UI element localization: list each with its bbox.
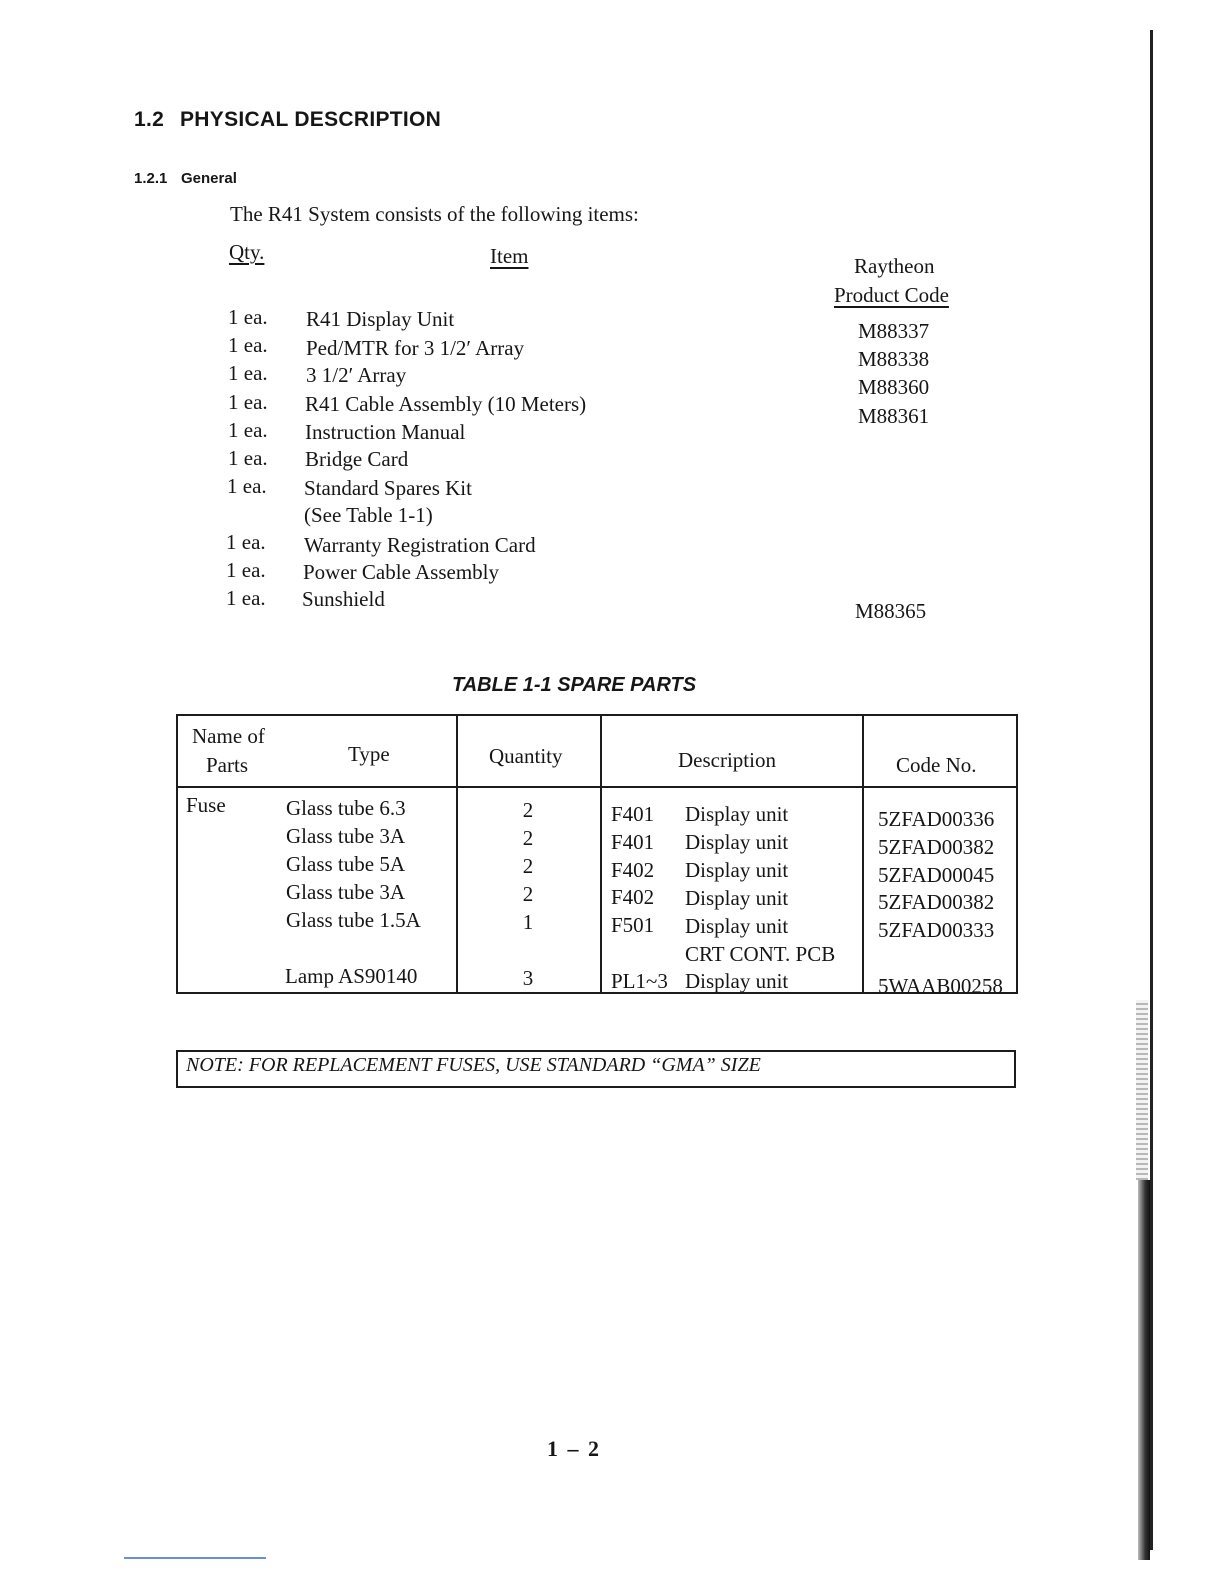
item-qty: 1 ea. [228, 418, 268, 442]
col-header-name: Name of [192, 724, 265, 748]
part-quantity: 2 [522, 882, 534, 906]
part-code: 5ZFAD00045 [878, 863, 995, 887]
col-header-type: Type [348, 742, 390, 766]
item-qty: 1 ea. [228, 333, 268, 357]
item-qty: 1 ea. [228, 305, 268, 329]
part-ref: PL1~3 [611, 969, 668, 993]
table-caption: TABLE 1-1 SPARE PARTS [452, 674, 697, 696]
item-name: Instruction Manual [305, 420, 466, 444]
section-title: PHYSICAL DESCRIPTION [180, 108, 442, 131]
part-type: Glass tube 6.3 [286, 796, 406, 820]
part-code: 5WAAB00258 [878, 974, 1003, 998]
part-code: 5ZFAD00382 [878, 890, 995, 914]
subsection-number: 1.2.1 [134, 170, 168, 187]
product-code: M88361 [858, 404, 930, 428]
part-quantity: 2 [522, 826, 534, 850]
part-ref: F402 [611, 885, 655, 909]
item-name: Sunshield [302, 587, 385, 611]
item-name: Warranty Registration Card [304, 533, 536, 557]
part-group-name: Fuse [186, 793, 226, 817]
item-qty: 1 ea. [226, 530, 266, 554]
table-border-left [176, 714, 178, 994]
code-header-line1: Raytheon [854, 254, 935, 278]
part-code: 5ZFAD00336 [878, 807, 995, 831]
item-header: Item [490, 244, 529, 268]
section-number: 1.2 [134, 108, 165, 131]
table-col-divider [600, 714, 602, 994]
item-name: Standard Spares Kit [304, 476, 472, 500]
item-name: Bridge Card [305, 447, 409, 471]
part-type: Glass tube 3A [286, 824, 405, 848]
part-quantity: 3 [522, 966, 534, 990]
item-name: (See Table 1-1) [304, 503, 433, 527]
item-qty: 1 ea. [228, 446, 268, 470]
part-ref: F402 [611, 858, 655, 882]
part-description: Display unit [685, 830, 789, 854]
product-code: M88338 [858, 347, 930, 371]
table-col-divider [862, 714, 864, 994]
footer-rule [124, 1557, 266, 1559]
part-quantity: 1 [522, 910, 534, 934]
item-qty: 1 ea. [226, 586, 266, 610]
col-header-description: Description [678, 748, 776, 772]
part-type: Glass tube 3A [286, 880, 405, 904]
col-header-code: Code No. [896, 753, 977, 777]
page-number: 1 – 2 [547, 1436, 601, 1461]
part-ref: F501 [611, 913, 655, 937]
scan-edge [1150, 30, 1153, 1550]
section-heading [134, 108, 441, 132]
part-ref: F401 [611, 802, 655, 826]
product-code: M88365 [855, 599, 927, 623]
part-description: Display unit [685, 858, 789, 882]
item-name: Power Cable Assembly [303, 560, 499, 584]
product-code: M88337 [858, 319, 930, 343]
item-qty: 1 ea. [226, 558, 266, 582]
part-ref: F401 [611, 830, 655, 854]
part-type: Lamp AS90140 [285, 964, 418, 988]
col-header-quantity: Quantity [489, 744, 563, 768]
part-type: Glass tube 5A [286, 852, 405, 876]
part-type: Glass tube 1.5A [286, 908, 421, 932]
part-quantity: 2 [522, 798, 534, 822]
scan-noise [1136, 1000, 1148, 1180]
code-header-line2: Product Code [834, 283, 949, 307]
table-border-top [176, 714, 1018, 716]
table-border-right [1016, 714, 1018, 994]
intro-text: The R41 System consists of the following items: [230, 202, 639, 226]
part-description: Display unit [685, 969, 789, 993]
item-name: R41 Cable Assembly (10 Meters) [305, 392, 587, 416]
item-name: 3 1/2′ Array [306, 363, 407, 387]
table-col-divider [456, 714, 458, 994]
scan-shadow [1138, 1180, 1150, 1560]
item-name: R41 Display Unit [306, 307, 455, 331]
item-qty: 1 ea. [227, 474, 267, 498]
part-description: Display unit [685, 886, 789, 910]
item-name: Ped/MTR for 3 1/2′ Array [306, 336, 525, 360]
col-header-name-2: Parts [206, 753, 248, 777]
subsection-title: General [181, 170, 237, 187]
item-qty: 1 ea. [228, 390, 268, 414]
part-description: CRT CONT. PCB [685, 942, 836, 966]
part-code: 5ZFAD00333 [878, 918, 995, 942]
subsection-heading [134, 170, 237, 187]
qty-header: Qty. [229, 240, 265, 264]
part-description: Display unit [685, 802, 789, 826]
note-text: NOTE: FOR REPLACEMENT FUSES, USE STANDARD “GMA” SIZE [186, 1054, 761, 1076]
product-code: M88360 [858, 375, 930, 399]
part-code: 5ZFAD00382 [878, 835, 995, 859]
part-quantity: 2 [522, 854, 534, 878]
part-description: Display unit [685, 914, 789, 938]
item-qty: 1 ea. [228, 361, 268, 385]
table-header-divider [176, 786, 1018, 788]
